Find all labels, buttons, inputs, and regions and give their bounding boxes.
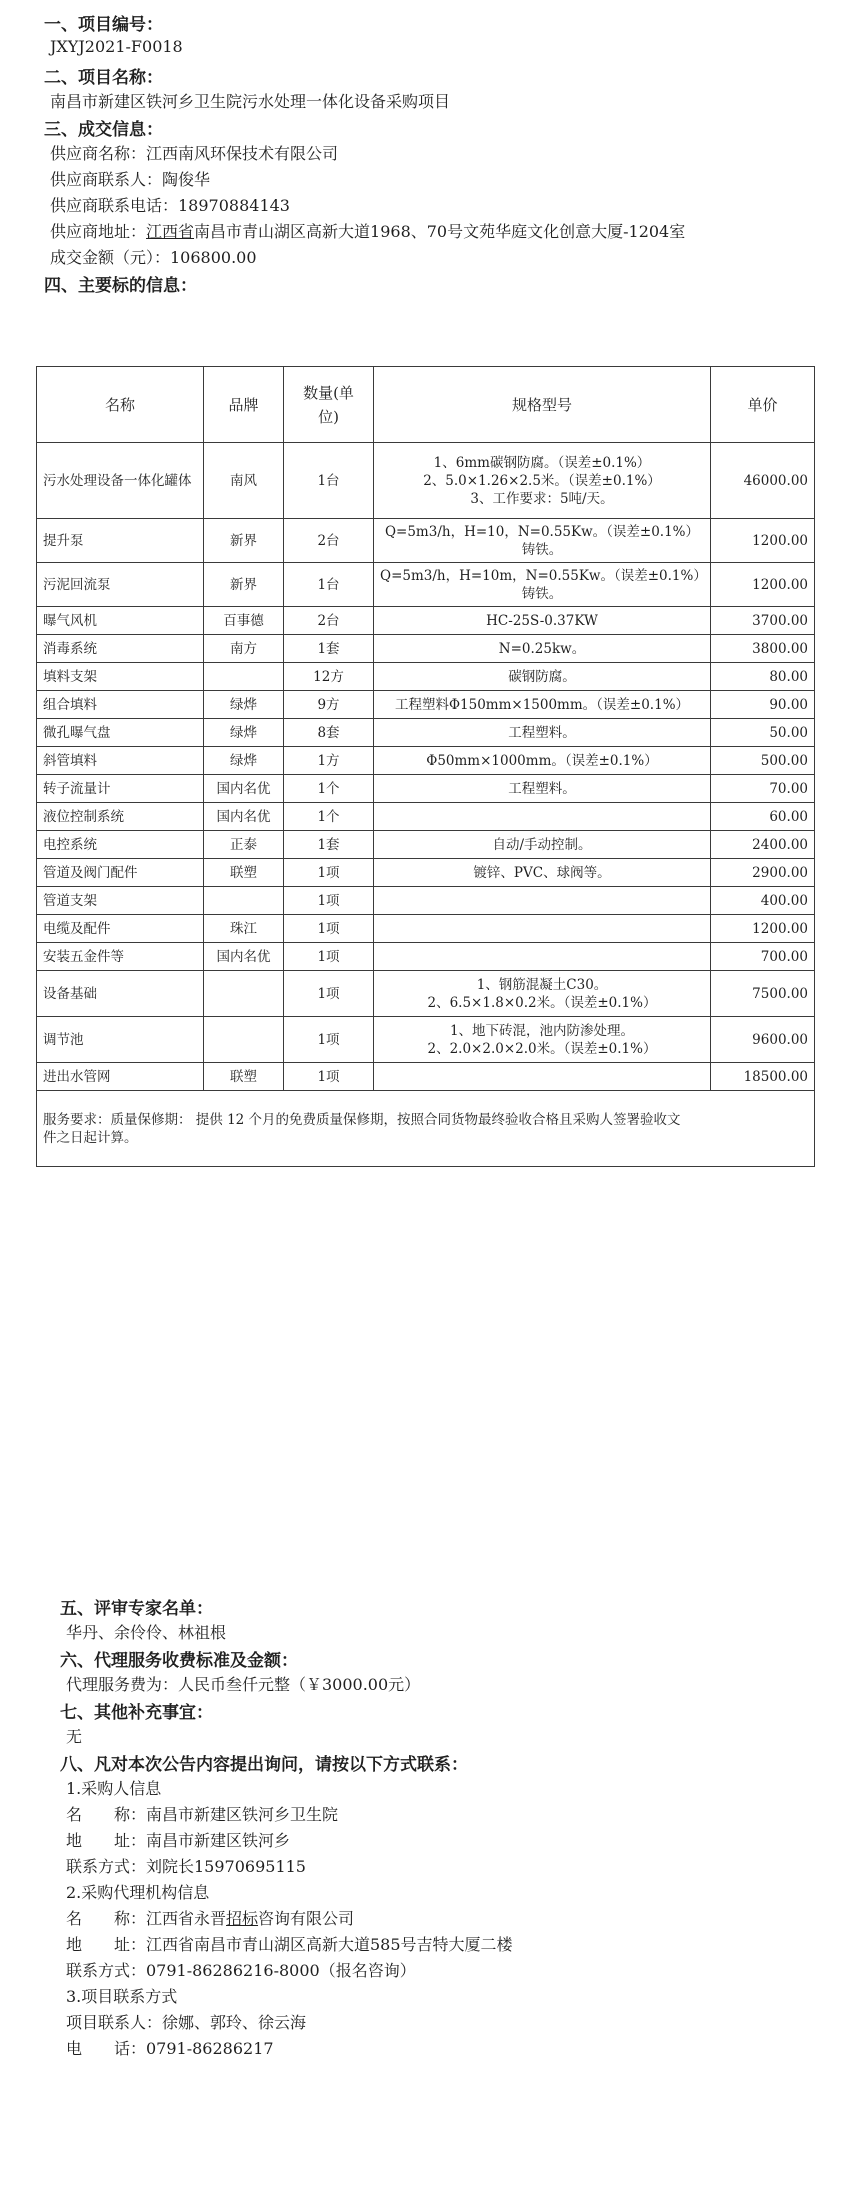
item-spec-line: 铸铁。 xyxy=(521,541,563,558)
item-name: 组合填料 xyxy=(37,691,204,719)
item-spec xyxy=(374,831,711,859)
item-quantity: 1项 xyxy=(284,943,374,971)
table-row xyxy=(37,943,815,971)
table-row xyxy=(37,519,815,563)
item-price: 9600.00 xyxy=(711,1017,815,1063)
table-row xyxy=(37,635,815,663)
header-price: 单价 xyxy=(711,367,815,443)
item-name: 提升泵 xyxy=(37,519,204,563)
item-spec xyxy=(374,887,711,915)
item-brand: 国内名优 xyxy=(204,803,284,831)
supplier-address-detail: 南昌市青山湖区高新大道1968、70号文苑华庭文化创意大厦-1204室 xyxy=(194,222,686,241)
header-quantity xyxy=(284,367,374,443)
item-spec-line: Q=5m3/h，H=10m，N=0.55Kw。（误差±0.1%） xyxy=(380,567,707,584)
item-quantity: 1项 xyxy=(284,1063,374,1091)
item-name: 污水处理设备一体化罐体 xyxy=(37,443,204,519)
item-quantity: 1项 xyxy=(284,887,374,915)
item-price: 90.00 xyxy=(711,691,815,719)
item-brand: 国内名优 xyxy=(204,943,284,971)
item-name: 填料支架 xyxy=(37,663,204,691)
header-name: 名称 xyxy=(37,367,204,443)
item-spec xyxy=(374,563,711,607)
item-quantity: 1项 xyxy=(284,971,374,1017)
item-quantity: 1台 xyxy=(284,563,374,607)
item-brand xyxy=(204,971,284,1017)
item-name: 调节池 xyxy=(37,1017,204,1063)
table-row xyxy=(37,775,815,803)
section-agency-fee-title: 六、代理服务收费标准及金额： xyxy=(60,1651,298,1671)
agency-name-underlined: 招标 xyxy=(226,1909,259,1928)
table-row xyxy=(37,803,815,831)
experts-list: 华丹、余伶伶、林祖根 xyxy=(66,1623,227,1642)
purchaser-info-title: 1.采购人信息 xyxy=(66,1779,162,1798)
section-project-number-title: 一、项目编号： xyxy=(44,15,163,35)
item-spec-line: HC-25S-0.37KW xyxy=(486,612,598,629)
item-spec-line: Φ50mm×1000mm。（误差±0.1%） xyxy=(426,752,658,769)
item-quantity: 8套 xyxy=(284,719,374,747)
item-brand: 珠江 xyxy=(204,915,284,943)
item-price: 400.00 xyxy=(711,887,815,915)
item-spec xyxy=(374,663,711,691)
item-name: 斜管填料 xyxy=(37,747,204,775)
item-spec xyxy=(374,775,711,803)
project-contact-title: 3.项目联系方式 xyxy=(66,1987,178,2006)
item-quantity: 1项 xyxy=(284,915,374,943)
item-brand: 绿烨 xyxy=(204,747,284,775)
item-spec-line: 3、工作要求：5吨/天。 xyxy=(470,490,614,507)
item-quantity: 1项 xyxy=(284,859,374,887)
item-quantity: 2台 xyxy=(284,519,374,563)
item-quantity: 1台 xyxy=(284,443,374,519)
item-spec xyxy=(374,859,711,887)
item-spec-line: 2、5.0×1.26×2.5米。（误差±0.1%） xyxy=(423,472,661,489)
item-name: 曝气风机 xyxy=(37,607,204,635)
item-name: 液位控制系统 xyxy=(37,803,204,831)
item-spec-line: 碳钢防腐。 xyxy=(508,668,576,685)
table-row xyxy=(37,1017,815,1063)
item-price: 2900.00 xyxy=(711,859,815,887)
item-brand: 南风 xyxy=(204,443,284,519)
item-name: 电控系统 xyxy=(37,831,204,859)
item-brand: 南方 xyxy=(204,635,284,663)
table-row xyxy=(37,691,815,719)
item-spec-line: 自动/手动控制。 xyxy=(492,836,592,853)
item-spec xyxy=(374,443,711,519)
items-table xyxy=(36,366,815,1167)
item-price: 80.00 xyxy=(711,663,815,691)
item-brand xyxy=(204,887,284,915)
item-quantity: 2台 xyxy=(284,607,374,635)
table-row xyxy=(37,607,815,635)
item-quantity: 1套 xyxy=(284,831,374,859)
item-spec xyxy=(374,971,711,1017)
item-brand: 新界 xyxy=(204,563,284,607)
item-spec xyxy=(374,803,711,831)
item-price: 700.00 xyxy=(711,943,815,971)
item-brand: 国内名优 xyxy=(204,775,284,803)
item-spec xyxy=(374,1063,711,1091)
item-quantity: 1项 xyxy=(284,1017,374,1063)
section-contact-title: 八、凡对本次公告内容提出询问，请按以下方式联系： xyxy=(60,1755,468,1775)
table-row xyxy=(37,971,815,1017)
supplier-name: 供应商名称：江西南风环保技术有限公司 xyxy=(50,144,339,163)
purchaser-name: 名 称：南昌市新建区铁河乡卫生院 xyxy=(66,1805,339,1824)
item-price: 500.00 xyxy=(711,747,815,775)
section-experts-title: 五、评审专家名单： xyxy=(60,1599,213,1619)
other-matters: 无 xyxy=(66,1727,83,1746)
item-spec-line: 工程塑料。 xyxy=(508,724,576,741)
item-name: 污泥回流泵 xyxy=(37,563,204,607)
supplier-address xyxy=(50,219,685,242)
item-spec xyxy=(374,519,711,563)
item-spec xyxy=(374,943,711,971)
item-spec-line: 工程塑料。 xyxy=(508,780,576,797)
item-quantity: 9方 xyxy=(284,691,374,719)
item-brand: 百事德 xyxy=(204,607,284,635)
item-price: 18500.00 xyxy=(711,1063,815,1091)
section-items-title: 四、主要标的信息： xyxy=(44,276,197,296)
supplier-phone: 供应商联系电话：18970884143 xyxy=(50,196,290,215)
item-spec xyxy=(374,719,711,747)
table-row xyxy=(37,747,815,775)
item-brand: 绿烨 xyxy=(204,719,284,747)
item-name: 电缆及配件 xyxy=(37,915,204,943)
item-spec-line: 镀锌、PVC、球阀等。 xyxy=(473,864,611,881)
item-price: 70.00 xyxy=(711,775,815,803)
header-brand: 品牌 xyxy=(204,367,284,443)
supplier-address-label: 供应商地址： xyxy=(50,222,147,241)
item-spec-line: 1、地下砖混，池内防渗处理。 xyxy=(449,1022,635,1039)
project-number: JXYJ2021-F0018 xyxy=(50,37,183,56)
item-spec-line: 工程塑料Φ150mm×1500mm。（误差±0.1%） xyxy=(394,696,690,713)
item-price: 7500.00 xyxy=(711,971,815,1017)
purchaser-contact: 联系方式：刘院长15970695115 xyxy=(66,1857,306,1876)
item-price: 1200.00 xyxy=(711,519,815,563)
item-spec xyxy=(374,747,711,775)
item-spec xyxy=(374,1017,711,1063)
item-price: 1200.00 xyxy=(711,563,815,607)
item-quantity: 1个 xyxy=(284,775,374,803)
item-name: 转子流量计 xyxy=(37,775,204,803)
supplier-address-province: 江西省 xyxy=(146,222,195,241)
table-row xyxy=(37,887,815,915)
table-row xyxy=(37,859,815,887)
item-price: 2400.00 xyxy=(711,831,815,859)
section-deal-info-title: 三、成交信息： xyxy=(44,120,163,140)
purchaser-address: 地 址：南昌市新建区铁河乡 xyxy=(66,1831,291,1850)
project-contact-phone: 电 话：0791-86286217 xyxy=(66,2039,274,2058)
table-row xyxy=(37,719,815,747)
item-price: 50.00 xyxy=(711,719,815,747)
item-spec-line: 1、6mm碳钢防腐。（误差±0.1%） xyxy=(433,454,651,471)
service-note-line1: 服务要求：质量保修期： 提供 12 个月的免费质量保修期，按照合同货物最终验收合格且采购人签署验收文 xyxy=(43,1111,681,1128)
item-spec-line: 铸铁。 xyxy=(521,585,563,602)
agency-name-suffix: 咨询有限公司 xyxy=(258,1909,355,1928)
item-price: 1200.00 xyxy=(711,915,815,943)
service-note xyxy=(37,1091,815,1167)
items-table-body xyxy=(37,443,815,1091)
item-price: 3800.00 xyxy=(711,635,815,663)
item-brand xyxy=(204,1017,284,1063)
table-row xyxy=(37,563,815,607)
item-price: 46000.00 xyxy=(711,443,815,519)
item-name: 消毒系统 xyxy=(37,635,204,663)
table-row xyxy=(37,663,815,691)
item-brand xyxy=(204,663,284,691)
item-brand: 正泰 xyxy=(204,831,284,859)
project-name: 南昌市新建区铁河乡卫生院污水处理一体化设备采购项目 xyxy=(50,92,451,111)
item-price: 3700.00 xyxy=(711,607,815,635)
agency-contact: 联系方式：0791-86286216-8000（报名咨询） xyxy=(66,1961,416,1980)
table-row xyxy=(37,443,815,519)
item-quantity: 12方 xyxy=(284,663,374,691)
agency-fee: 代理服务费为：人民币叁仟元整（￥3000.00元） xyxy=(66,1675,421,1694)
item-spec-line: 2、6.5×1.8×0.2米。（误差±0.1%） xyxy=(427,994,657,1011)
item-name: 管道及阀门配件 xyxy=(37,859,204,887)
agency-name xyxy=(66,1906,354,1929)
item-brand: 新界 xyxy=(204,519,284,563)
item-spec xyxy=(374,635,711,663)
service-note-row xyxy=(37,1091,815,1167)
service-note-line2: 件之日起计算。 xyxy=(43,1129,138,1146)
header-quantity-line2: 位) xyxy=(318,407,339,426)
project-contact-people: 项目联系人：徐娜、郭玲、徐云海 xyxy=(66,2013,307,2032)
item-name: 管道支架 xyxy=(37,887,204,915)
table-row xyxy=(37,915,815,943)
item-spec xyxy=(374,607,711,635)
section-project-name-title: 二、项目名称： xyxy=(44,68,163,88)
item-brand: 联塑 xyxy=(204,859,284,887)
item-brand: 绿烨 xyxy=(204,691,284,719)
item-name: 设备基础 xyxy=(37,971,204,1017)
item-quantity: 1套 xyxy=(284,635,374,663)
item-name: 进出水管网 xyxy=(37,1063,204,1091)
table-row xyxy=(37,831,815,859)
item-spec xyxy=(374,691,711,719)
item-quantity: 1个 xyxy=(284,803,374,831)
supplier-contact: 供应商联系人：陶俊华 xyxy=(50,170,211,189)
item-spec-line: 2、2.0×2.0×2.0米。（误差±0.1%） xyxy=(427,1040,657,1057)
header-quantity-line1: 数量(单 xyxy=(303,383,354,402)
agency-info-title: 2.采购代理机构信息 xyxy=(66,1883,210,1902)
item-name: 微孔曝气盘 xyxy=(37,719,204,747)
item-quantity: 1方 xyxy=(284,747,374,775)
items-table-header-row xyxy=(37,367,815,443)
item-spec xyxy=(374,915,711,943)
item-spec-line: Q=5m3/h，H=10，N=0.55Kw。（误差±0.1%） xyxy=(384,523,700,540)
item-price: 60.00 xyxy=(711,803,815,831)
header-spec: 规格型号 xyxy=(374,367,711,443)
item-spec-line: N=0.25kw。 xyxy=(498,640,586,657)
section-other-title: 七、其他补充事宜： xyxy=(60,1703,213,1723)
agency-name-prefix: 名 称：江西省永晋 xyxy=(66,1909,227,1928)
table-row xyxy=(37,1063,815,1091)
item-name: 安装五金件等 xyxy=(37,943,204,971)
item-brand: 联塑 xyxy=(204,1063,284,1091)
deal-amount: 成交金额（元）：106800.00 xyxy=(50,248,257,267)
agency-address: 地 址：江西省南昌市青山湖区高新大道585号吉特大厦二楼 xyxy=(66,1935,513,1954)
item-spec-line: 1、钢筋混凝土C30。 xyxy=(476,976,608,993)
